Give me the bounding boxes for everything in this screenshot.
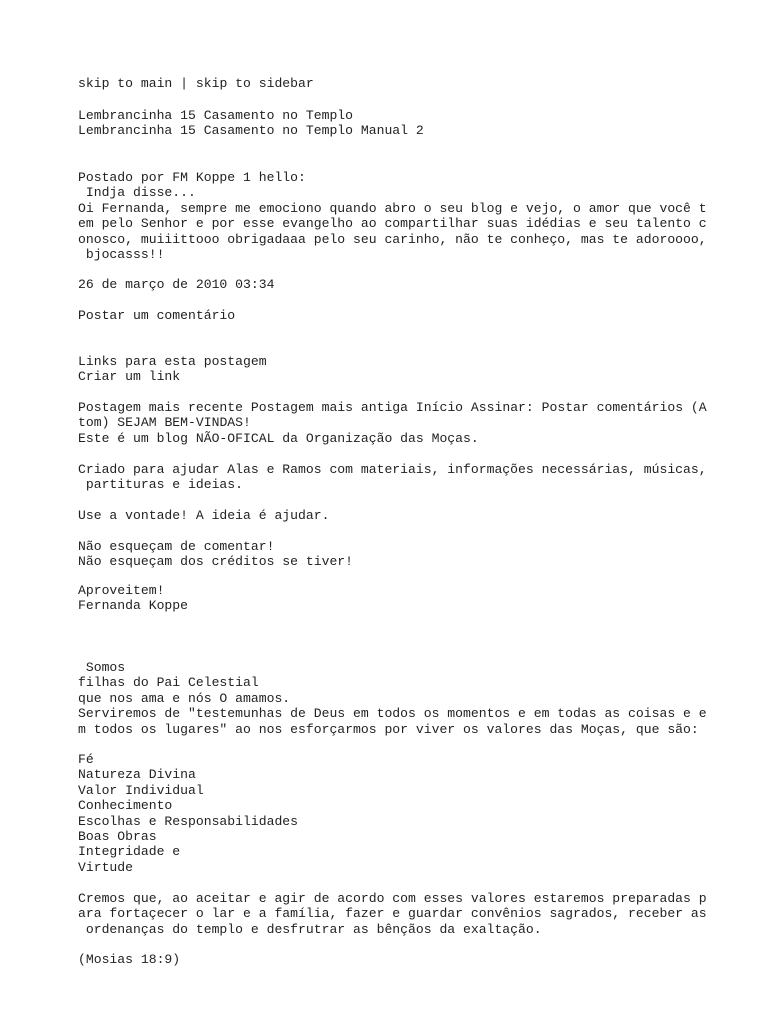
header-links: [78, 108, 758, 139]
post-comment-block: [78, 308, 758, 323]
comment-timestamp-block: [78, 277, 758, 292]
reminder-line: Não esqueçam dos créditos se tiver!: [78, 554, 354, 570]
post-meta: Postado por FM Koppe 1 hello:: [78, 170, 306, 185]
closing-line: ara fortaçecer o lar e a família, fazer e guardar convênios sagrados, receber as: [78, 906, 707, 922]
theme-intro-line: Somos: [78, 660, 126, 675]
comment-author: Indja disse...: [78, 185, 196, 201]
reminder-block: [78, 539, 758, 570]
signoff-block: [78, 583, 758, 614]
theme-intro-block: [78, 660, 758, 737]
comment-body-line: onosco, muiiittooo obrigadaaa pelo seu carinho, não te conheço, mas te adoroooo,: [78, 231, 707, 247]
closing-line: Cremos que, ao aceitar e agir de acordo com esses valores estaremos preparadas p: [78, 891, 707, 906]
blog-intro: Este é um blog NÃO-OFICAL da Organização das Moças.: [78, 430, 479, 446]
scripture-reference: (Mosias 18:9): [78, 952, 181, 967]
closing-line: ordenanças do templo e desfrutrar as bênçãos da exaltação.: [78, 921, 542, 937]
theme-intro-line: Serviremos de "testemunhas de Deus em todos os momentos e em todas as coisas e e: [78, 706, 707, 722]
purpose-block: [78, 462, 758, 493]
signoff-author: Fernanda Koppe: [78, 598, 189, 614]
values-list: [78, 752, 758, 875]
purpose-line: partituras e ideias.: [78, 477, 244, 493]
use-line: Use a vontade! A ideia é ajudar.: [78, 508, 330, 523]
home-link[interactable]: Início: [415, 400, 464, 415]
value-item: Escolhas e Responsabilidades: [78, 813, 299, 829]
purpose-line: Criado para ajudar Alas e Ramos com materiais, informações necessárias, músicas,: [78, 462, 707, 477]
value-item: Natureza Divina: [78, 767, 196, 783]
comment-body-line: em pelo Senhor e por esse evangelho ao compartilhar suas idédias e seu talento c: [78, 216, 707, 232]
comment-timestamp[interactable]: 26 de março de 2010 03:34: [78, 277, 275, 292]
reminder-line: Não esqueçam de comentar!: [78, 539, 275, 554]
value-item: Virtude: [78, 859, 134, 875]
reference-block: [78, 952, 758, 967]
value-item: Valor Individual: [78, 782, 204, 798]
closing-block: [78, 891, 758, 937]
links-section-title: Links para esta postagem: [78, 354, 267, 369]
older-post-link[interactable]: Postagem mais antiga: [250, 400, 409, 415]
skip-to-sidebar-link[interactable]: skip to sidebar: [195, 76, 314, 91]
header-link-2[interactable]: Lembrancinha 15 Casamento no Templo Manual 2: [78, 123, 424, 139]
nav-separator: |: [172, 76, 196, 91]
comment-block: [78, 170, 758, 262]
value-item: Conhecimento: [78, 798, 173, 814]
value-item: Boas Obras: [78, 829, 157, 845]
theme-intro-line: m todos os lugares" ao nos esforçarmos por viver os valores das Moças, que são:: [78, 721, 699, 737]
subscribe-link-cont[interactable]: tom): [78, 415, 110, 431]
value-item: Fé: [78, 752, 94, 767]
create-link[interactable]: Criar um link: [78, 369, 181, 385]
header-link-1[interactable]: Lembrancinha 15 Casamento no Templo: [78, 108, 354, 123]
comment-body-line: Oi Fernanda, sempre me emociono quando abro o seu blog e vejo, o amor que você t: [78, 200, 707, 216]
welcome-text: SEJAM BEM-VINDAS!: [109, 415, 251, 431]
signoff-line: Aproveitem!: [78, 583, 165, 598]
post-comment-link[interactable]: Postar um comentário: [78, 308, 236, 323]
theme-intro-line: que nos ama e nós O amamos.: [78, 690, 291, 706]
skip-nav: [78, 76, 758, 91]
value-item: Integridade e: [78, 844, 181, 860]
pager-block: [78, 400, 758, 446]
theme-intro-line: filhas do Pai Celestial: [78, 675, 259, 691]
skip-to-main-link[interactable]: skip to main: [78, 76, 173, 91]
links-section: [78, 354, 758, 385]
subscribe-link[interactable]: Assinar: Postar comentários (A: [470, 400, 707, 415]
newer-post-link[interactable]: Postagem mais recente: [78, 400, 244, 415]
use-block: [78, 508, 758, 523]
comment-body-line: bjocasss!!: [78, 247, 165, 263]
